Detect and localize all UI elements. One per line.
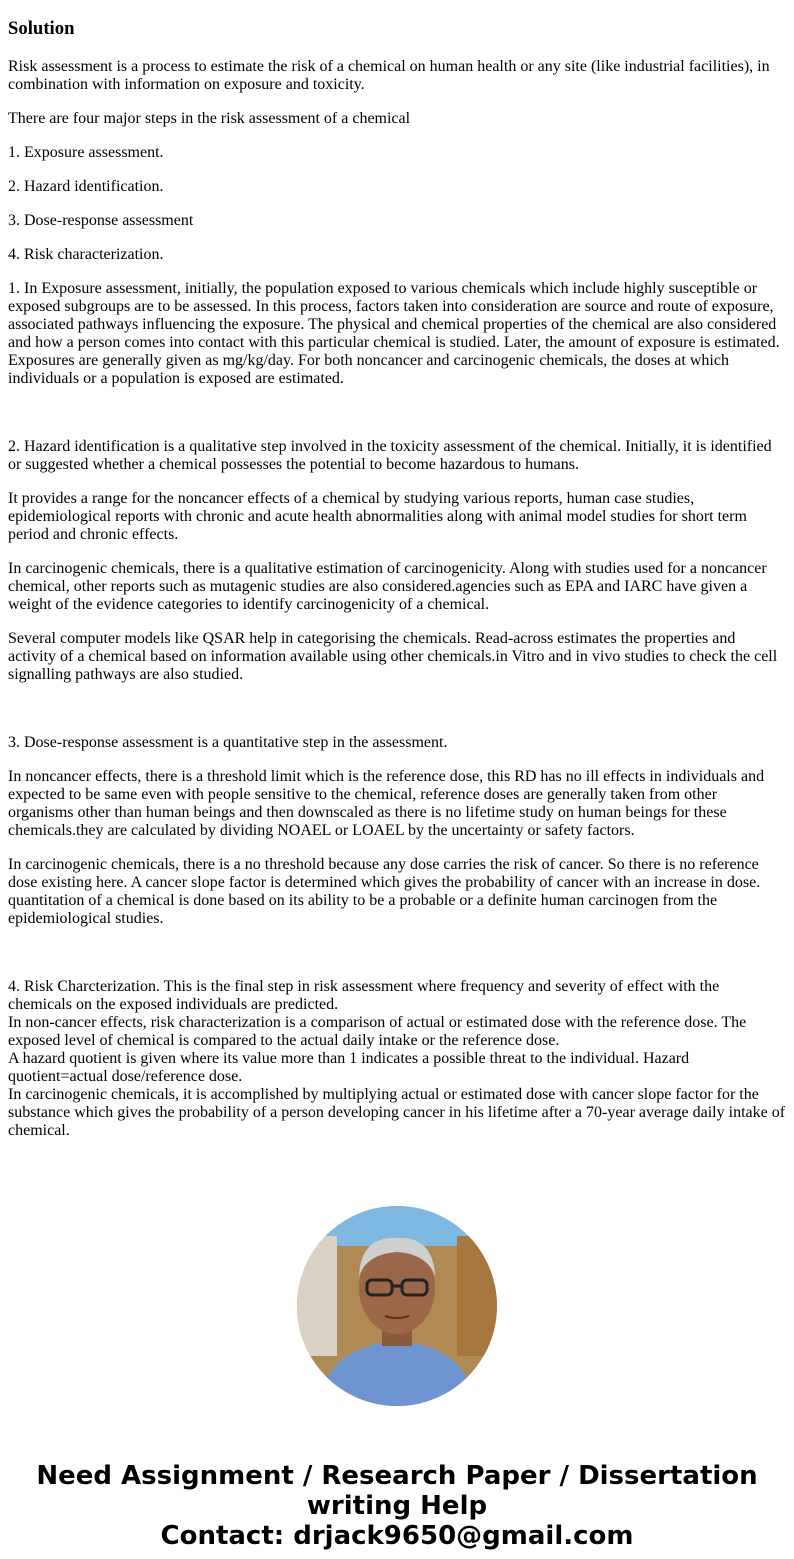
author-photo bbox=[297, 1206, 497, 1406]
intro-paragraph: There are four major steps in the risk assessment of a chemical bbox=[8, 110, 411, 127]
section3-paragraph: In noncancer effects, there is a threshold limit which is the reference dose, this RD has no ill effects in individuals and expected to be same even with people sensitive to the chemical, reference doses are generally taken from other organisms other than human beings and then downscaled as there is no lifetime study on human beings for these chemicals.they are calculated by dividing NOAEL or LOAEL by the uncertainty or safety factors. bbox=[8, 768, 765, 839]
page-title: Solution bbox=[8, 18, 75, 39]
section4-line: 4. Risk Charcterization. This is the final step in risk assessment where frequency and severity of effect with the chemicals on the exposed individuals are predicted. bbox=[8, 978, 720, 1013]
section4-line: A hazard quotient is given where its value more than 1 indicates a possible threat to the individual. Hazard quotient=actual dose/reference dose. bbox=[8, 1050, 690, 1085]
step-item: 1. Exposure assessment. bbox=[8, 144, 164, 161]
section2-paragraph: Several computer models like QSAR help in categorising the chemicals. Read-across estimates the properties and activity of a chemical based on information available using other chemicals.in Vitro and in vivo studies to check the cell signalling pathways are also studied. bbox=[8, 630, 778, 683]
footer-email: Contact: drjack9650@gmail.com bbox=[160, 1521, 634, 1551]
section3-paragraph: In carcinogenic chemicals, there is a no threshold because any dose carries the risk of cancer. So there is no reference dose existing here. A cancer slope factor is determined which gives the probability of cancer with an increase in dose. quantitation of a chemical is done based on its ability to be a probable or a definite human carcinogen from the epidemiological studies. bbox=[8, 856, 761, 927]
section2-paragraph: In carcinogenic chemicals, there is a qualitative estimation of carcinogenicity. Along with studies used for a noncancer chemical, other reports such as mutagenic studies are also considered.agencies such as EPA and IARC have given a weight of the evidence categories to identify carcinogenicity of a chemical. bbox=[8, 560, 767, 613]
section3-paragraph: 3. Dose-response assessment is a quantitative step in the assessment. bbox=[8, 734, 448, 751]
step-item: 2. Hazard identification. bbox=[8, 178, 164, 195]
section2-paragraph: It provides a range for the noncancer effects of a chemical by studying various reports, human case studies, epidemiological reports with chronic and acute health abnormalities along with animal model studies for short term period and chronic effects. bbox=[8, 490, 747, 543]
step-item: 4. Risk characterization. bbox=[8, 246, 164, 263]
intro-paragraph: Risk assessment is a process to estimate the risk of a chemical on human health or any site (like industrial facilities), in combination with information on exposure and toxicity. bbox=[8, 58, 770, 93]
photo-container bbox=[8, 1206, 786, 1411]
section4-line: In carcinogenic chemicals, it is accomplished by multiplying actual or estimated dose with cancer slope factor for the substance which gives the probability of a person developing cancer in his lifetime after a 70-year average daily intake of chemical. bbox=[8, 1086, 786, 1139]
section1-paragraph: 1. In Exposure assessment, initially, the population exposed to various chemicals which include highly susceptible or exposed subgroups are to be assessed. In this process, factors taken into consideration are source and route of exposure, associated pathways influencing the exposure. The physical and chemical properties of the chemical are also considered and how a person comes into contact with this particular chemical is studied. Later, the amount of exposure is estimated. Exposures are generally given as mg/kg/day. For both noncancer and carcinogenic chemicals, the doses at which individuals or a population is exposed are estimated. bbox=[8, 280, 780, 387]
footer-contact bbox=[8, 1461, 786, 1551]
section4-line: In non-cancer effects, risk characterization is a comparison of actual or estimated dose with the reference dose. The exposed level of chemical is compared to the actual daily intake or the reference dose. bbox=[8, 1014, 747, 1049]
step-item: 3. Dose-response assessment bbox=[8, 212, 194, 229]
footer-headline: Need Assignment / Research Paper / Dissertation writing Help bbox=[36, 1461, 758, 1521]
section4-block bbox=[8, 978, 786, 1140]
section2-paragraph: 2. Hazard identification is a qualitative step involved in the toxicity assessment of the chemical. Initially, it is identified or suggested whether a chemical possesses the potential to become hazardous to humans. bbox=[8, 438, 772, 473]
